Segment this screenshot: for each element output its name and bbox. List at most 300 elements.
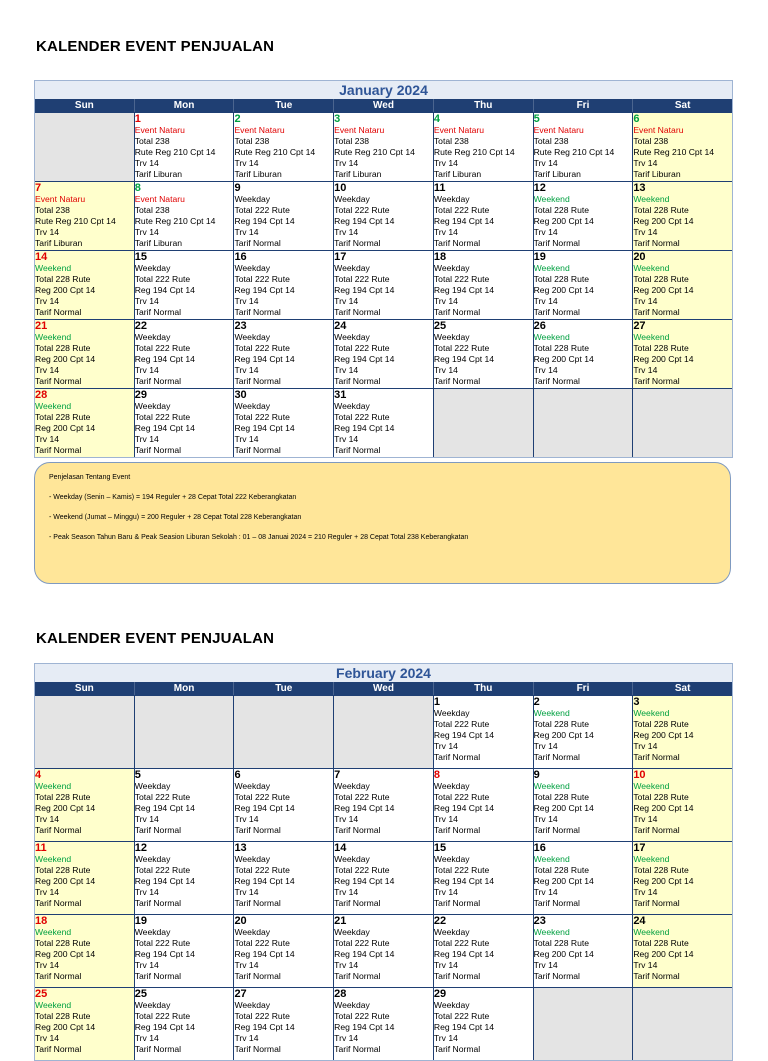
- calendar-day-cell[interactable]: [135, 113, 235, 181]
- day-number: 20: [234, 915, 247, 927]
- day-number: 11: [433, 182, 446, 194]
- event-detail-line: Total 222 Rute: [433, 792, 490, 802]
- day-number: 10: [633, 769, 646, 781]
- event-label: Weekday: [134, 781, 171, 791]
- event-label: Weekend: [533, 927, 570, 937]
- calendar-week-row: [35, 388, 732, 457]
- day-of-week-header: [35, 682, 732, 695]
- event-detail-line: Total 228 Rute: [35, 1011, 91, 1021]
- event-detail-line: Trv 14: [35, 960, 60, 970]
- event-label: Weekday: [334, 401, 370, 411]
- event-detail-line: Tarif Normal: [433, 971, 481, 981]
- event-label: Weekday: [334, 927, 370, 937]
- event-detail-line: Reg 194 Cpt 14: [433, 949, 495, 959]
- event-label: Weekday: [134, 927, 171, 937]
- calendar-day-cell[interactable]: [234, 988, 334, 1060]
- event-detail-line: Total 228 Rute: [633, 274, 689, 284]
- event-detail-line: Trv 14: [234, 227, 259, 237]
- calendar-empty-cell: [234, 696, 334, 768]
- day-number: 12: [533, 182, 546, 194]
- event-label: Weekend: [633, 263, 670, 273]
- event-label: Weekday: [334, 332, 370, 342]
- event-detail-line: Total 222 Rute: [433, 865, 490, 875]
- calendar-day-cell[interactable]: [434, 988, 534, 1060]
- event-detail-line: Reg 194 Cpt 14: [433, 876, 495, 886]
- calendar-empty-cell: [434, 389, 534, 457]
- event-detail-line: Total 222 Rute: [234, 938, 290, 948]
- calendar-day-cell[interactable]: [234, 842, 334, 914]
- calendar-day-cell[interactable]: [135, 988, 235, 1060]
- calendar-day-cell[interactable]: [534, 696, 634, 768]
- event-detail-line: Reg 194 Cpt 14: [334, 354, 395, 364]
- event-detail-line: Reg 194 Cpt 14: [334, 285, 395, 295]
- day-number: 17: [633, 842, 646, 854]
- dow-sat: Sat: [674, 100, 691, 111]
- calendar-day-cell[interactable]: [35, 769, 135, 841]
- event-detail-line: Total 238: [234, 136, 270, 146]
- event-label: Event Nataru: [35, 194, 86, 204]
- event-detail-line: Total 222 Rute: [234, 865, 290, 875]
- day-number: 5: [533, 113, 540, 125]
- event-detail-line: Reg 200 Cpt 14: [633, 803, 694, 813]
- calendar-day-cell[interactable]: [35, 915, 135, 987]
- event-detail-line: Tarif Normal: [35, 445, 82, 455]
- event-detail-line: Trv 14: [633, 158, 658, 168]
- event-label: Weekend: [35, 1000, 72, 1010]
- event-detail-line: Reg 194 Cpt 14: [234, 216, 295, 226]
- calendar-day-cell[interactable]: [135, 389, 235, 457]
- event-detail-line: Tarif Normal: [334, 1044, 381, 1054]
- event-detail-line: Trv 14: [35, 296, 60, 306]
- day-number: 9: [533, 769, 540, 781]
- event-label: Weekday: [433, 332, 470, 342]
- event-detail-line: Tarif Normal: [433, 238, 481, 248]
- event-detail-line: Reg 194 Cpt 14: [234, 1022, 295, 1032]
- event-label: Weekday: [334, 263, 370, 273]
- event-detail-line: Total 222 Rute: [234, 1011, 290, 1021]
- calendar-day-cell[interactable]: [434, 696, 534, 768]
- event-detail-line: Trv 14: [134, 227, 159, 237]
- month-title: January 2024: [35, 81, 732, 99]
- event-detail-line: Reg 194 Cpt 14: [134, 949, 195, 959]
- event-detail-line: Reg 194 Cpt 14: [433, 285, 495, 295]
- calendar-day-cell[interactable]: [434, 320, 534, 388]
- calendar-day-cell[interactable]: [434, 842, 534, 914]
- dow-tue: Tue: [234, 682, 334, 695]
- event-detail-line: Trv 14: [334, 296, 359, 306]
- calendar-day-cell[interactable]: [234, 182, 334, 250]
- event-label: Weekday: [433, 927, 470, 937]
- day-number: 18: [433, 251, 447, 263]
- event-label: Weekday: [334, 1000, 370, 1010]
- calendar-day-cell[interactable]: [35, 182, 135, 250]
- page-title-february: KALENDER EVENT PENJUALAN: [36, 630, 275, 647]
- calendar-day-cell[interactable]: [534, 842, 634, 914]
- day-number: 4: [35, 769, 42, 781]
- event-detail-line: Total 238: [134, 205, 170, 215]
- day-number: 9: [234, 182, 241, 194]
- calendar-day-cell[interactable]: [135, 915, 235, 987]
- event-label: Weekday: [433, 263, 470, 273]
- note-peak-season: - Peak Season Tahun Baru & Peak Seasion Liburan Sekolah : 01 – 08 Januai 2024 = 210 Reguler + 28 Cepat Total 238 Keberangkatan: [49, 534, 469, 541]
- day-number: 28: [35, 389, 48, 401]
- calendar-day-cell[interactable]: [334, 113, 434, 181]
- event-label: Weekday: [334, 194, 370, 204]
- event-detail-line: Reg 200 Cpt 14: [633, 354, 694, 364]
- dow-wed: Wed: [334, 682, 434, 695]
- event-detail-line: Trv 14: [433, 887, 458, 897]
- event-detail-line: Trv 14: [134, 365, 159, 375]
- event-detail-line: Total 222 Rute: [433, 274, 490, 284]
- calendar-empty-cell: [135, 696, 235, 768]
- event-detail-line: Reg 200 Cpt 14: [35, 423, 96, 433]
- event-label: Weekday: [234, 1000, 271, 1010]
- event-detail-line: Tarif Normal: [533, 238, 580, 248]
- calendar-day-cell[interactable]: [434, 915, 534, 987]
- event-detail-line: Total 228 Rute: [633, 865, 689, 875]
- day-number: 28: [334, 988, 347, 1000]
- calendar-day-cell[interactable]: [633, 251, 732, 319]
- event-detail-line: Tarif Normal: [334, 898, 381, 908]
- calendar-empty-cell: [35, 113, 135, 181]
- day-number: 2: [533, 696, 540, 708]
- day-number: 16: [533, 842, 546, 854]
- event-label: Weekday: [134, 332, 171, 342]
- event-detail-line: Trv 14: [234, 158, 259, 168]
- event-detail-line: Total 222 Rute: [134, 343, 191, 353]
- event-detail-line: Trv 14: [234, 1033, 259, 1043]
- day-number: 5: [134, 769, 141, 781]
- event-detail-line: Total 228 Rute: [633, 792, 689, 802]
- event-detail-line: Trv 14: [334, 887, 359, 897]
- event-detail-line: Trv 14: [433, 741, 458, 751]
- event-detail-line: Tarif Normal: [633, 238, 680, 248]
- calendar-day-cell[interactable]: [633, 182, 732, 250]
- day-number: 17: [334, 251, 347, 263]
- event-label: Weekday: [134, 263, 171, 273]
- event-detail-line: Reg 194 Cpt 14: [334, 423, 395, 433]
- calendar-day-cell[interactable]: [334, 915, 434, 987]
- event-detail-line: Reg 194 Cpt 14: [334, 876, 395, 886]
- calendar-day-cell[interactable]: [534, 769, 634, 841]
- event-detail-line: Total 222 Rute: [234, 274, 290, 284]
- event-label: Weekend: [633, 332, 670, 342]
- event-detail-line: Total 228 Rute: [35, 343, 91, 353]
- day-number: 3: [334, 113, 341, 125]
- day-number: 30: [234, 389, 247, 401]
- dow-thu: Thu: [434, 682, 534, 695]
- calendar-day-cell[interactable]: [534, 113, 634, 181]
- day-number: 6: [633, 113, 640, 125]
- day-number: 14: [334, 842, 347, 854]
- event-detail-line: Tarif Normal: [234, 825, 281, 835]
- event-detail-line: Total 228 Rute: [35, 274, 91, 284]
- day-number: 14: [35, 251, 48, 263]
- event-detail-line: Tarif Liburan: [633, 169, 681, 179]
- event-detail-line: Trv 14: [334, 227, 359, 237]
- event-detail-line: Trv 14: [234, 434, 259, 444]
- event-detail-line: Reg 194 Cpt 14: [134, 285, 195, 295]
- calendar-day-cell[interactable]: [334, 320, 434, 388]
- event-detail-line: Trv 14: [35, 434, 60, 444]
- event-detail-line: Tarif Normal: [35, 898, 82, 908]
- event-detail-line: Trv 14: [134, 887, 159, 897]
- calendar-grid: [35, 695, 732, 1060]
- calendar-day-cell[interactable]: [135, 320, 235, 388]
- calendar-day-cell[interactable]: [334, 389, 434, 457]
- day-number: 26: [533, 320, 546, 332]
- calendar-week-row: [35, 112, 732, 181]
- page-title-january: KALENDER EVENT PENJUALAN: [36, 38, 275, 55]
- calendar-day-cell[interactable]: [234, 113, 334, 181]
- event-label: Weekday: [234, 854, 271, 864]
- day-number: 24: [334, 320, 347, 332]
- event-detail-line: Reg 194 Cpt 14: [134, 803, 195, 813]
- calendar-day-cell[interactable]: [334, 842, 434, 914]
- event-detail-line: Tarif Normal: [134, 307, 182, 317]
- calendar-week-row: [35, 914, 732, 987]
- calendar-day-cell[interactable]: [633, 769, 732, 841]
- event-detail-line: Trv 14: [234, 887, 259, 897]
- calendar-day-cell[interactable]: [334, 182, 434, 250]
- calendar-day-cell[interactable]: [234, 320, 334, 388]
- note-heading: Penjelasan Tentang Event: [49, 474, 131, 481]
- event-detail-line: Total 228 Rute: [633, 205, 689, 215]
- event-detail-line: Reg 194 Cpt 14: [433, 354, 495, 364]
- event-detail-line: Tarif Normal: [35, 376, 82, 386]
- dow-mon: Mon: [135, 682, 235, 695]
- event-label: Weekday: [134, 854, 171, 864]
- dow-thu: Thu: [434, 99, 534, 112]
- day-number: 25: [35, 988, 48, 1000]
- event-detail-line: Tarif Normal: [433, 825, 481, 835]
- calendar-day-cell[interactable]: [434, 182, 534, 250]
- day-number: 4: [433, 113, 440, 125]
- calendar-empty-cell: [633, 988, 732, 1060]
- event-detail-line: Total 228 Rute: [35, 792, 91, 802]
- day-of-week-header: [35, 99, 732, 112]
- day-number: 1: [134, 113, 141, 125]
- event-detail-line: Rute Reg 210 Cpt 14: [334, 147, 415, 157]
- event-detail-line: Trv 14: [533, 227, 558, 237]
- calendar-day-cell[interactable]: [334, 251, 434, 319]
- event-detail-line: Reg 200 Cpt 14: [35, 949, 96, 959]
- event-detail-line: Tarif Normal: [234, 971, 281, 981]
- calendar-day-cell[interactable]: [434, 251, 534, 319]
- event-label: Weekend: [533, 708, 570, 718]
- calendar-day-cell[interactable]: [234, 389, 334, 457]
- event-detail-line: Tarif Normal: [134, 1044, 182, 1054]
- event-detail-line: Trv 14: [334, 960, 359, 970]
- day-number: 13: [234, 842, 247, 854]
- day-number: 3: [633, 696, 640, 708]
- calendar-day-cell[interactable]: [633, 320, 732, 388]
- event-detail-line: Reg 194 Cpt 14: [433, 803, 495, 813]
- event-label: Weekend: [533, 263, 570, 273]
- event-detail-line: Tarif Normal: [334, 376, 381, 386]
- event-detail-line: Tarif Normal: [533, 898, 580, 908]
- event-detail-line: Tarif Normal: [134, 898, 182, 908]
- calendar-day-cell[interactable]: [135, 182, 235, 250]
- event-detail-line: Tarif Normal: [633, 376, 680, 386]
- event-detail-line: Total 222 Rute: [433, 343, 490, 353]
- event-detail-line: Rute Reg 210 Cpt 14: [134, 216, 216, 226]
- event-label: Event Nataru: [433, 125, 485, 135]
- event-detail-line: Tarif Normal: [633, 971, 680, 981]
- event-detail-line: Tarif Normal: [533, 307, 580, 317]
- event-detail-line: Total 222 Rute: [334, 1011, 390, 1021]
- event-detail-line: Tarif Normal: [633, 825, 680, 835]
- event-label: Weekend: [35, 332, 72, 342]
- event-detail-line: Total 238: [533, 136, 569, 146]
- event-detail-line: Total 228 Rute: [533, 792, 590, 802]
- calendar-day-cell[interactable]: [633, 915, 732, 987]
- event-detail-line: Tarif Normal: [533, 825, 580, 835]
- dow-sat: Sat: [674, 683, 691, 694]
- event-detail-line: Trv 14: [533, 814, 558, 824]
- event-detail-line: Reg 194 Cpt 14: [134, 1022, 195, 1032]
- day-number: 27: [633, 320, 646, 332]
- event-detail-line: Rute Reg 210 Cpt 14: [234, 147, 316, 157]
- dow-wed: Wed: [334, 99, 434, 112]
- event-detail-line: Trv 14: [234, 365, 259, 375]
- event-detail-line: Tarif Normal: [35, 825, 82, 835]
- event-detail-line: Tarif Normal: [433, 898, 481, 908]
- event-detail-line: Trv 14: [433, 158, 458, 168]
- calendar-week-row: [35, 841, 732, 914]
- event-detail-line: Total 238: [633, 136, 669, 146]
- calendar-day-cell[interactable]: [434, 769, 534, 841]
- event-label: Weekend: [35, 781, 72, 791]
- event-label: Weekend: [35, 401, 72, 411]
- event-detail-line: Trv 14: [35, 227, 60, 237]
- calendar-empty-cell: [534, 988, 634, 1060]
- day-number: 25: [433, 320, 447, 332]
- event-detail-line: Tarif Normal: [633, 307, 680, 317]
- calendar-day-cell[interactable]: [35, 389, 135, 457]
- calendar-empty-cell: [633, 389, 732, 457]
- event-detail-line: Tarif Liburan: [533, 169, 581, 179]
- event-detail-line: Trv 14: [633, 227, 658, 237]
- event-detail-line: Total 222 Rute: [334, 412, 390, 422]
- dow-sun: Sun: [35, 99, 135, 112]
- event-detail-line: Trv 14: [35, 887, 60, 897]
- calendar-day-cell[interactable]: [234, 251, 334, 319]
- event-label: Weekday: [234, 401, 271, 411]
- event-detail-line: Reg 200 Cpt 14: [633, 216, 694, 226]
- calendar-day-cell[interactable]: [534, 320, 634, 388]
- event-detail-line: Tarif Normal: [433, 376, 481, 386]
- event-label: Event Nataru: [134, 125, 185, 135]
- event-detail-line: Trv 14: [433, 960, 458, 970]
- calendar-day-cell[interactable]: [334, 769, 434, 841]
- calendar-day-cell[interactable]: [434, 113, 534, 181]
- event-detail-line: Total 222 Rute: [433, 1011, 490, 1021]
- note-weekday: - Weekday (Senin – Kamis) = 194 Reguler + 28 Cepat Total 222 Keberangkatan: [49, 494, 297, 501]
- event-detail-line: Trv 14: [334, 1033, 359, 1043]
- event-detail-line: Total 238: [134, 136, 170, 146]
- event-detail-line: Total 238: [433, 136, 469, 146]
- event-detail-line: Tarif Normal: [334, 238, 381, 248]
- calendar-day-cell[interactable]: [35, 842, 135, 914]
- calendar-day-cell[interactable]: [234, 769, 334, 841]
- day-number: 7: [334, 769, 341, 781]
- event-label: Event Nataru: [134, 194, 185, 204]
- event-detail-line: Trv 14: [334, 365, 359, 375]
- event-label: Weekend: [533, 781, 570, 791]
- day-number: 23: [234, 320, 247, 332]
- day-number: 8: [433, 769, 440, 781]
- calendar-day-cell[interactable]: [534, 915, 634, 987]
- event-label: Weekend: [633, 708, 670, 718]
- day-number: 25: [134, 988, 147, 1000]
- day-number: 29: [433, 988, 447, 1000]
- event-detail-line: Reg 200 Cpt 14: [35, 1022, 96, 1032]
- calendar-day-cell[interactable]: [633, 113, 732, 181]
- event-detail-line: Total 222 Rute: [334, 865, 390, 875]
- dow-fri: Fri: [534, 99, 634, 112]
- event-detail-line: Tarif Normal: [35, 1044, 82, 1054]
- calendar-day-cell[interactable]: [633, 842, 732, 914]
- event-detail-line: Total 222 Rute: [234, 205, 290, 215]
- calendar-day-cell[interactable]: [234, 915, 334, 987]
- calendar-day-cell[interactable]: [135, 769, 235, 841]
- month-title: February 2024: [35, 664, 732, 682]
- day-number: 16: [234, 251, 247, 263]
- event-detail-line: Trv 14: [134, 296, 159, 306]
- event-detail-line: Trv 14: [35, 814, 60, 824]
- event-label: Weekday: [234, 332, 271, 342]
- event-detail-line: Reg 200 Cpt 14: [533, 216, 594, 226]
- event-detail-line: Reg 200 Cpt 14: [533, 803, 594, 813]
- calendar-february: [34, 663, 733, 1061]
- event-detail-line: Total 222 Rute: [334, 792, 390, 802]
- calendar-day-cell[interactable]: [534, 182, 634, 250]
- event-detail-line: Trv 14: [35, 365, 60, 375]
- event-detail-line: Tarif Normal: [134, 971, 182, 981]
- event-detail-line: Reg 194 Cpt 14: [134, 354, 195, 364]
- event-detail-line: Reg 194 Cpt 14: [334, 1022, 395, 1032]
- day-number: 29: [134, 389, 147, 401]
- event-detail-line: Tarif Normal: [134, 376, 182, 386]
- event-label: Event Nataru: [334, 125, 385, 135]
- event-detail-line: Trv 14: [234, 814, 259, 824]
- day-number: 8: [134, 182, 141, 194]
- calendar-day-cell[interactable]: [534, 251, 634, 319]
- calendar-day-cell[interactable]: [334, 988, 434, 1060]
- calendar-day-cell[interactable]: [35, 251, 135, 319]
- calendar-day-cell[interactable]: [135, 251, 235, 319]
- event-detail-line: Tarif Normal: [334, 445, 381, 455]
- event-detail-line: Reg 200 Cpt 14: [533, 354, 594, 364]
- event-detail-line: Reg 194 Cpt 14: [234, 285, 295, 295]
- event-detail-line: Rute Reg 210 Cpt 14: [35, 216, 116, 226]
- event-detail-line: Trv 14: [633, 814, 658, 824]
- event-detail-line: Tarif Normal: [433, 307, 481, 317]
- calendar-day-cell[interactable]: [35, 320, 135, 388]
- event-label: Weekend: [533, 854, 570, 864]
- calendar-day-cell[interactable]: [135, 842, 235, 914]
- event-detail-line: Reg 200 Cpt 14: [533, 285, 594, 295]
- day-number: 23: [533, 915, 546, 927]
- event-detail-line: Trv 14: [134, 434, 159, 444]
- event-detail-line: Tarif Liburan: [35, 238, 83, 248]
- calendar-day-cell[interactable]: [633, 696, 732, 768]
- event-detail-line: Trv 14: [234, 960, 259, 970]
- calendar-day-cell[interactable]: [35, 988, 135, 1060]
- event-detail-line: Reg 200 Cpt 14: [633, 876, 694, 886]
- day-number: 15: [134, 251, 147, 263]
